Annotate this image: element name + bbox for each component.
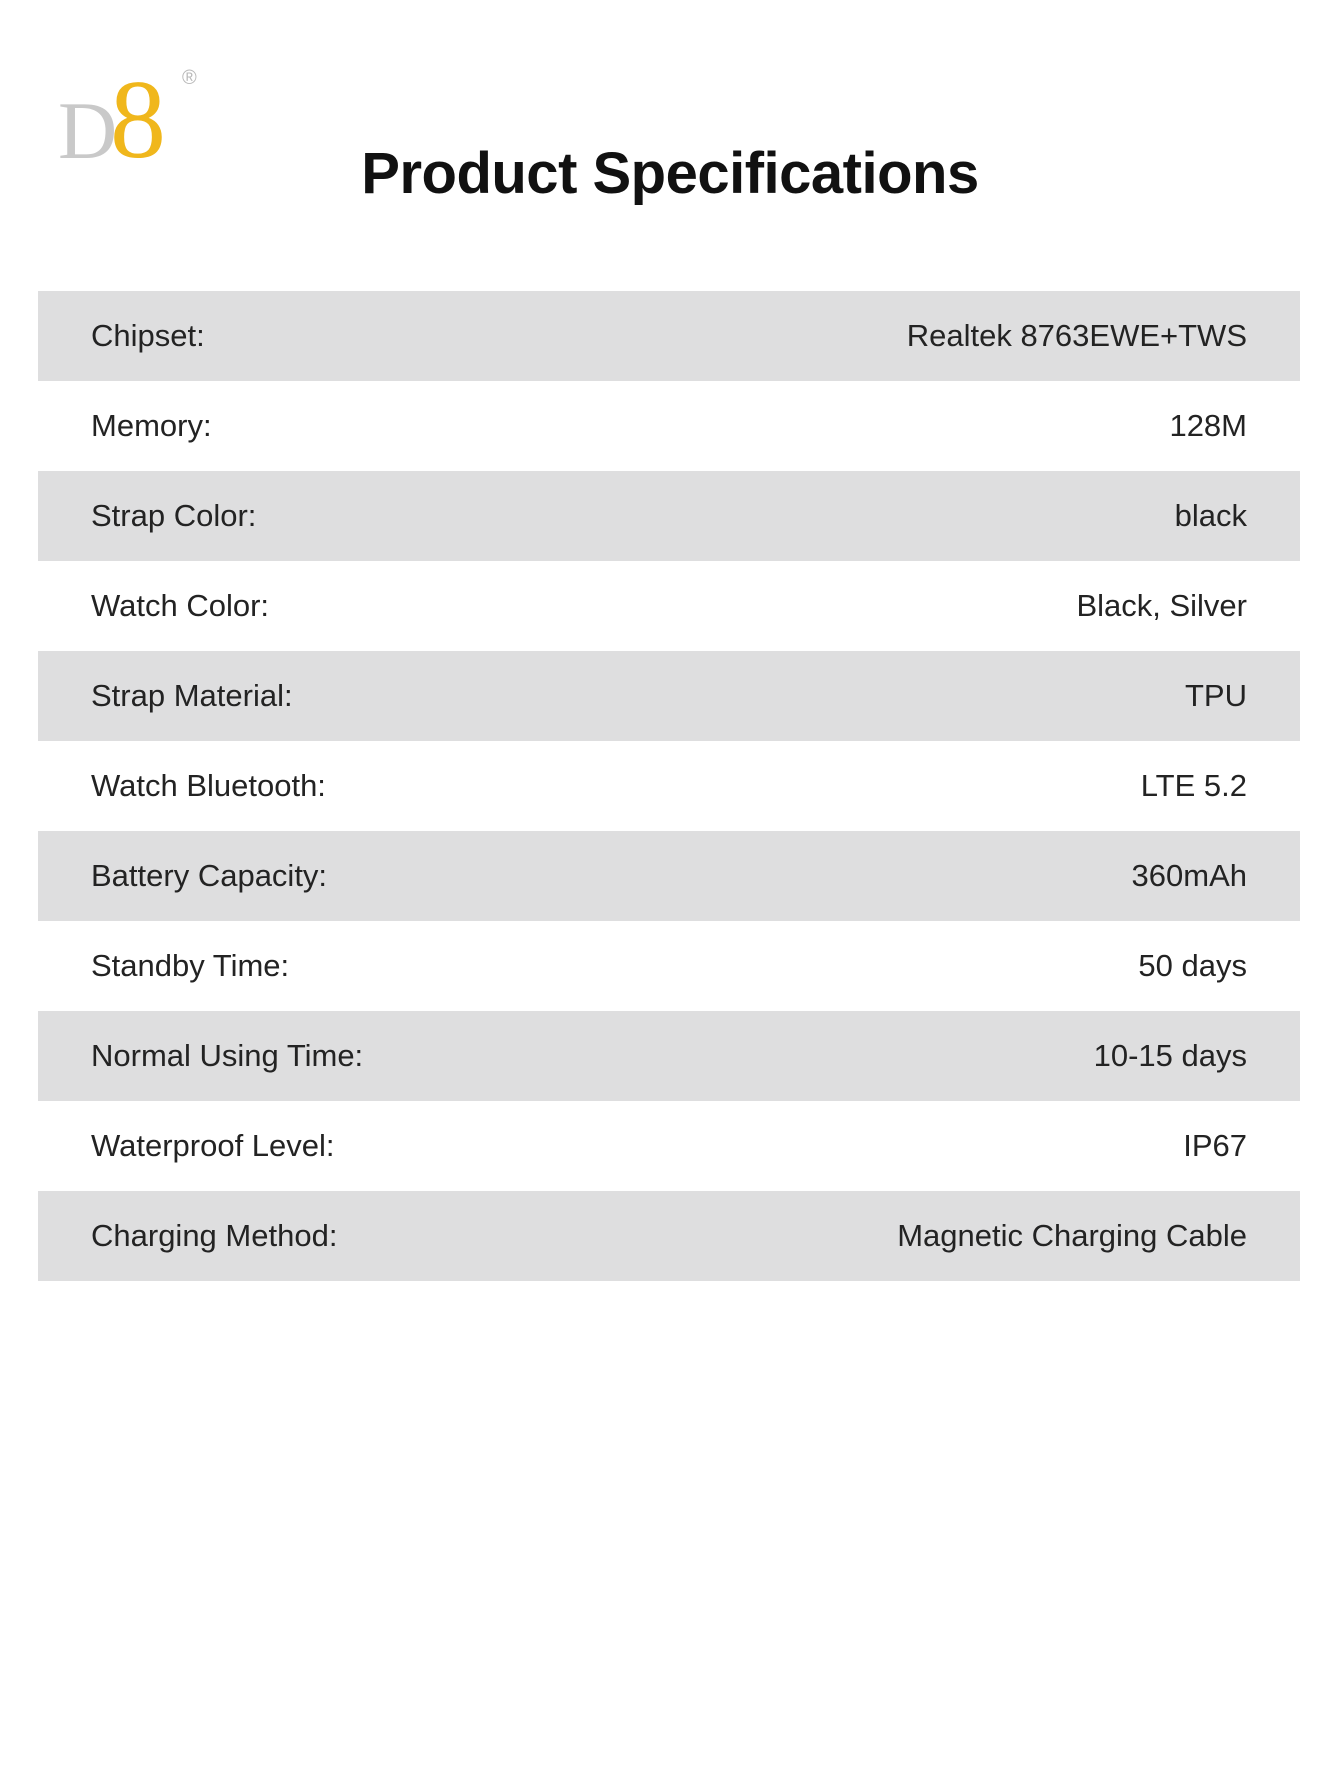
table-row [38,291,1300,381]
table-row [38,1011,1300,1101]
logo-letter-d: D [58,85,116,176]
table-row [38,381,1300,471]
table-row [38,831,1300,921]
spec-label: Strap Material: [91,678,293,713]
spec-label: Charging Method: [91,1218,338,1253]
spec-value: 50 days [1138,948,1247,983]
spec-label: Strap Color: [91,498,257,533]
spec-value: Magnetic Charging Cable [897,1218,1247,1253]
spec-value: Realtek 8763EWE+TWS [906,318,1247,353]
spec-label: Normal Using Time: [91,1038,364,1073]
spec-value: 360mAh [1131,858,1247,893]
table-row [38,741,1300,831]
table-row [38,471,1300,561]
table-row [38,921,1300,1011]
spec-label: Battery Capacity: [91,858,328,893]
logo-number-8: 8 [110,58,166,182]
spec-value: LTE 5.2 [1140,768,1247,803]
table-row [38,1101,1300,1191]
specifications-table [38,291,1300,1281]
page-title: Product Specifications [361,141,979,206]
spec-value: 128M [1169,408,1247,443]
table-row [38,1191,1300,1281]
spec-label: Memory: [91,408,212,443]
spec-value: IP67 [1183,1128,1247,1163]
spec-value: 10-15 days [1093,1038,1247,1073]
spec-label: Watch Bluetooth: [91,768,326,803]
table-row [38,561,1300,651]
spec-value: Black, Silver [1076,588,1247,623]
spec-label: Waterproof Level: [91,1128,335,1163]
table-row [38,651,1300,741]
spec-label: Watch Color: [91,588,270,623]
spec-value: TPU [1185,678,1247,713]
registered-trademark-icon: ® [182,67,197,89]
spec-value: black [1174,498,1247,533]
spec-label: Standby Time: [91,948,290,983]
spec-label: Chipset: [91,318,205,353]
